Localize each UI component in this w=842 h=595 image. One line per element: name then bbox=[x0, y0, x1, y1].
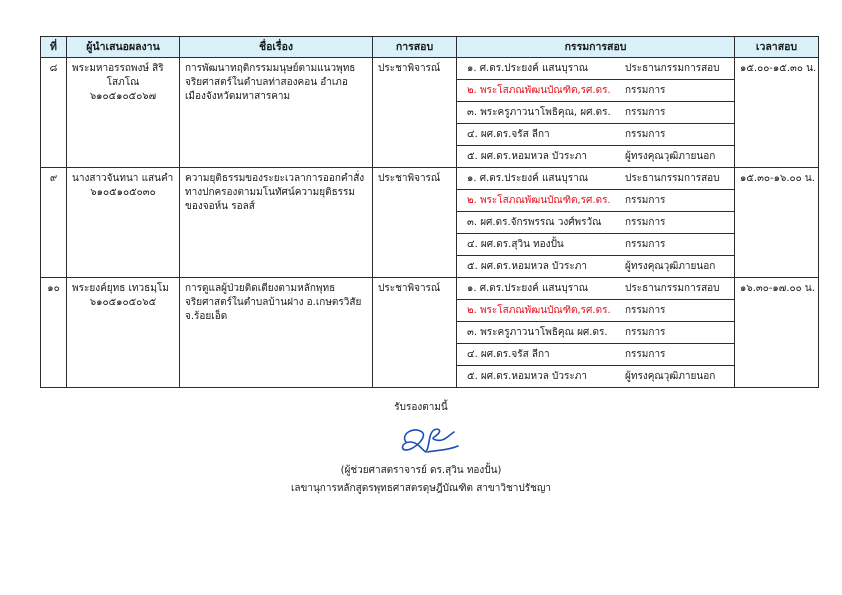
header-no: ที่ bbox=[41, 37, 67, 58]
committee-member-role: กรรมการ bbox=[625, 129, 666, 140]
thesis-title: การดูแลผู้ป่วยติดเตียงตามหลักพุทธจริยศาสตร์ในตำบลบ้านฝาง อ.เกษตรวิสัย จ.ร้อยเอ็ด bbox=[180, 278, 373, 388]
exam-time: ๑๕.๐๐-๑๕.๓๐ น. bbox=[735, 58, 819, 168]
committee-member bbox=[457, 102, 734, 124]
committee-member-name: ๑. ศ.ดร.ประยงค์ แสนบุราณ bbox=[467, 63, 588, 74]
header-presenter: ผู้นำเสนอผลงาน bbox=[67, 37, 180, 58]
presenter-name: พระมหาอรรถพงษ์ สิริ bbox=[72, 63, 164, 74]
committee-member bbox=[457, 80, 734, 102]
committee-member bbox=[457, 212, 734, 234]
committee-member-role: กรรมการ bbox=[625, 239, 666, 250]
table-row bbox=[41, 58, 819, 168]
signature-image bbox=[392, 420, 464, 460]
thesis-title: ความยุติธรรมของระยะเวลาการออกคำสั่งทางปกครองตามมโนทัศน์ความยุติธรรมของจอห์น รอลส์ bbox=[180, 168, 373, 278]
committee-member-role: กรรมการ bbox=[625, 327, 666, 338]
committee-member-name: ๒. พระโสภณพัฒนบัณฑิต,รศ.ดร. bbox=[467, 195, 611, 206]
committee-cell bbox=[457, 58, 735, 168]
exam-type: ประชาพิจารณ์ bbox=[373, 278, 457, 388]
committee-member bbox=[457, 124, 734, 146]
header-title: ชื่อเรื่อง bbox=[180, 37, 373, 58]
row-number: ๑๐ bbox=[41, 278, 67, 388]
presenter-student-id: ๖๑๐๕๑๐๕๐๖๕ bbox=[89, 297, 157, 308]
committee-member-name: ๕. ผศ.ดร.หอมหวล บัวระภา bbox=[467, 151, 587, 162]
committee-member bbox=[457, 300, 734, 322]
header-time: เวลาสอบ bbox=[735, 37, 819, 58]
committee-member bbox=[457, 322, 734, 344]
committee-member-role: กรรมการ bbox=[625, 349, 666, 360]
presenter-cell bbox=[67, 278, 180, 388]
committee-cell bbox=[457, 168, 735, 278]
exam-time: ๑๖.๓๐-๑๗.๐๐ น. bbox=[735, 278, 819, 388]
exam-type: ประชาพิจารณ์ bbox=[373, 168, 457, 278]
committee-member-name: ๒. พระโสภณพัฒนบัณฑิต,รศ.ดร. bbox=[467, 85, 611, 96]
row-number: ๙ bbox=[41, 168, 67, 278]
presenter-name-cont: โสภโณ bbox=[106, 77, 140, 88]
committee-member-role: กรรมการ bbox=[625, 217, 666, 228]
committee-member-role: กรรมการ bbox=[625, 195, 666, 206]
committee-member bbox=[457, 278, 734, 300]
committee-member-role: ผู้ทรงคุณวุฒิภายนอก bbox=[625, 371, 716, 382]
presenter-student-id: ๖๑๐๕๑๐๕๐๖๗ bbox=[89, 91, 157, 102]
signer-name: (ผู้ช่วยศาสตราจารย์ ดร.สุวิน ทองปั้น) bbox=[340, 465, 502, 476]
committee-member-name: ๒. พระโสภณพัฒนบัณฑิต,รศ.ดร. bbox=[467, 305, 611, 316]
presenter-name: นางสาวจันทนา แสนคำ bbox=[72, 173, 174, 184]
committee-member-name: ๕. ผศ.ดร.หอมหวล บัวระภา bbox=[467, 261, 587, 272]
thesis-title: การพัฒนาทฤติกรรมมนุษย์ตามแนวพุทธจริยศาสตร์ในตำบลท่าสองคอน อำเภอเมืองจังหวัดมหาสารคาม bbox=[180, 58, 373, 168]
committee-member bbox=[457, 366, 734, 387]
committee-member bbox=[457, 256, 734, 277]
exam-type: ประชาพิจารณ์ bbox=[373, 58, 457, 168]
table-row bbox=[41, 278, 819, 388]
presenter-cell bbox=[67, 58, 180, 168]
committee-member-role: ประธานกรรมการสอบ bbox=[625, 173, 720, 184]
certify-text: รับรองตามนี้ bbox=[394, 402, 448, 413]
committee-member bbox=[457, 234, 734, 256]
committee-member bbox=[457, 58, 734, 80]
committee-member-name: ๓. พระครูภาวนาโพธิคุณ ผศ.ดร. bbox=[467, 327, 608, 338]
committee-member-role: ประธานกรรมการสอบ bbox=[625, 283, 720, 294]
presenter-name: พระยงค์ยุทธ เทวธมฺโม bbox=[72, 283, 169, 294]
exam-schedule-sheet bbox=[40, 36, 818, 388]
presenter-cell bbox=[67, 168, 180, 278]
committee-member-name: ๔. ผศ.ดร.จรัส ลีกา bbox=[467, 349, 550, 360]
table-header-row bbox=[41, 37, 819, 58]
committee-member-name: ๑. ศ.ดร.ประยงค์ แสนบุราณ bbox=[467, 283, 588, 294]
committee-member-role: ผู้ทรงคุณวุฒิภายนอก bbox=[625, 151, 716, 162]
exam-schedule-table bbox=[40, 36, 819, 388]
committee-member-name: ๓. ผศ.ดร.จักรพรรณ วงศ์พรวัณ bbox=[467, 217, 602, 228]
committee-member-name: ๕. ผศ.ดร.หอมหวล บัวระภา bbox=[467, 371, 587, 382]
committee-member-name: ๑. ศ.ดร.ประยงค์ แสนบุราณ bbox=[467, 173, 588, 184]
row-number: ๘ bbox=[41, 58, 67, 168]
committee-member bbox=[457, 168, 734, 190]
committee-member-role: กรรมการ bbox=[625, 305, 666, 316]
committee-member-name: ๔. ผศ.ดร.จรัส ลีกา bbox=[467, 129, 550, 140]
exam-time: ๑๕.๓๐-๑๖.๐๐ น. bbox=[735, 168, 819, 278]
presenter-student-id: ๖๑๐๕๑๐๕๐๓๐ bbox=[90, 187, 156, 198]
committee-member bbox=[457, 344, 734, 366]
committee-member-role: ผู้ทรงคุณวุฒิภายนอก bbox=[625, 261, 716, 272]
header-committee: กรรมการสอบ bbox=[457, 37, 735, 58]
signer-position: เลขานุการหลักสูตรพุทธศาสตรดุษฎีบัณฑิต สาขาวิชาปรัชญา bbox=[290, 483, 552, 494]
committee-member-role: ประธานกรรมการสอบ bbox=[625, 63, 720, 74]
committee-member bbox=[457, 146, 734, 167]
committee-member bbox=[457, 190, 734, 212]
header-exam-type: การสอบ bbox=[373, 37, 457, 58]
committee-member-role: กรรมการ bbox=[625, 85, 666, 96]
committee-member-name: ๔. ผศ.ดร.สุวิน ทองปั้น bbox=[467, 239, 564, 250]
committee-cell bbox=[457, 278, 735, 388]
committee-member-role: กรรมการ bbox=[625, 107, 666, 118]
committee-member-name: ๓. พระครูภาวนาโพธิคุณ, ผศ.ดร. bbox=[467, 107, 611, 118]
table-row bbox=[41, 168, 819, 278]
